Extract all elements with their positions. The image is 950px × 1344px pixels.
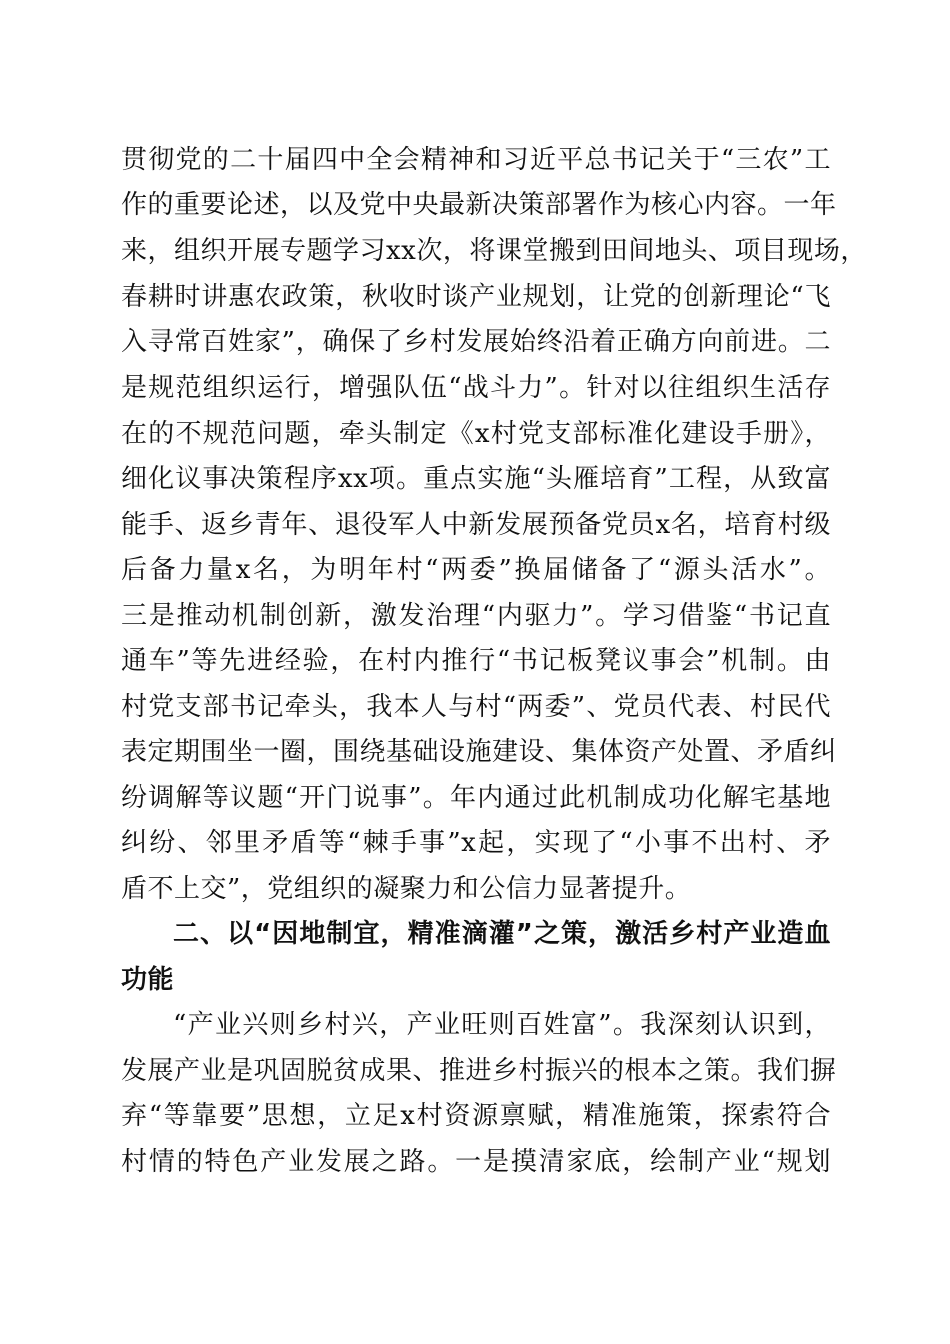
body-text-line: 盾不上交”，党组织的凝聚力和公信力显著提升。: [121, 874, 692, 904]
section-heading-continuation: 功能: [121, 965, 175, 995]
body-text-line: 细化议事决策程序xx项。重点实施“头雁培育”工程，从致富: [121, 464, 831, 494]
body-text-line: 春耕时讲惠农政策，秋收时谈产业规划，让党的创新理论“飞: [121, 282, 831, 312]
body-text-line: 通车”等先进经验，在村内推行“书记板凳议事会”机制。由: [121, 646, 831, 676]
body-text-line: 在的不规范问题，牵头制定《x村党支部标准化建设手册》，: [121, 419, 831, 449]
body-text-line: 弃“等靠要”思想，立足x村资源禀赋，精准施策，探索符合: [121, 1101, 831, 1131]
body-text-line: 村情的特色产业发展之路。一是摸清家底，绘制产业“规划: [121, 1147, 831, 1177]
body-text-line: “产业兴则乡村兴，产业旺则百姓富”。我深刻认识到，: [173, 1010, 831, 1040]
body-text-line: 发展产业是巩固脱贫成果、推进乡村振兴的根本之策。我们摒: [121, 1056, 837, 1086]
body-text-line: 三是推动机制创新，激发治理“内驱力”。学习借鉴“书记直: [121, 601, 831, 631]
body-text-line: 表定期围坐一圈，围绕基础设施建设、集体资产处置、矛盾纠: [121, 737, 837, 767]
body-text-line: 纠纷、邻里矛盾等“棘手事”x起，实现了“小事不出村、矛: [121, 828, 831, 858]
body-text-line: 作的重要论述，以及党中央最新决策部署作为核心内容。一年: [121, 190, 837, 220]
body-text-line: 后备力量x名，为明年村“两委”换届储备了“源头活水”。: [121, 555, 831, 585]
body-text-line: 纷调解等议题“开门说事”。年内通过此机制成功化解宅基地: [121, 783, 831, 813]
body-text-line: 入寻常百姓家”，确保了乡村发展始终沿着正确方向前进。二: [121, 327, 831, 357]
body-text-line: 是规范组织运行，增强队伍“战斗力”。针对以往组织生活存: [121, 373, 831, 403]
body-text-line: 村党支部书记牵头，我本人与村“两委”、党员代表、村民代: [121, 692, 831, 722]
body-text-line: 贯彻党的二十届四中全会精神和习近平总书记关于“三农”工: [121, 145, 831, 175]
section-heading: 二、以“因地制宜，精准滴灌”之策，激活乡村产业造血: [173, 919, 831, 949]
body-text-line: 能手、返乡青年、退役军人中新发展预备党员x名，培育村级: [121, 510, 831, 540]
body-text-line: 来，组织开展专题学习xx次，将课堂搬到田间地头、项目现场，: [121, 236, 867, 266]
